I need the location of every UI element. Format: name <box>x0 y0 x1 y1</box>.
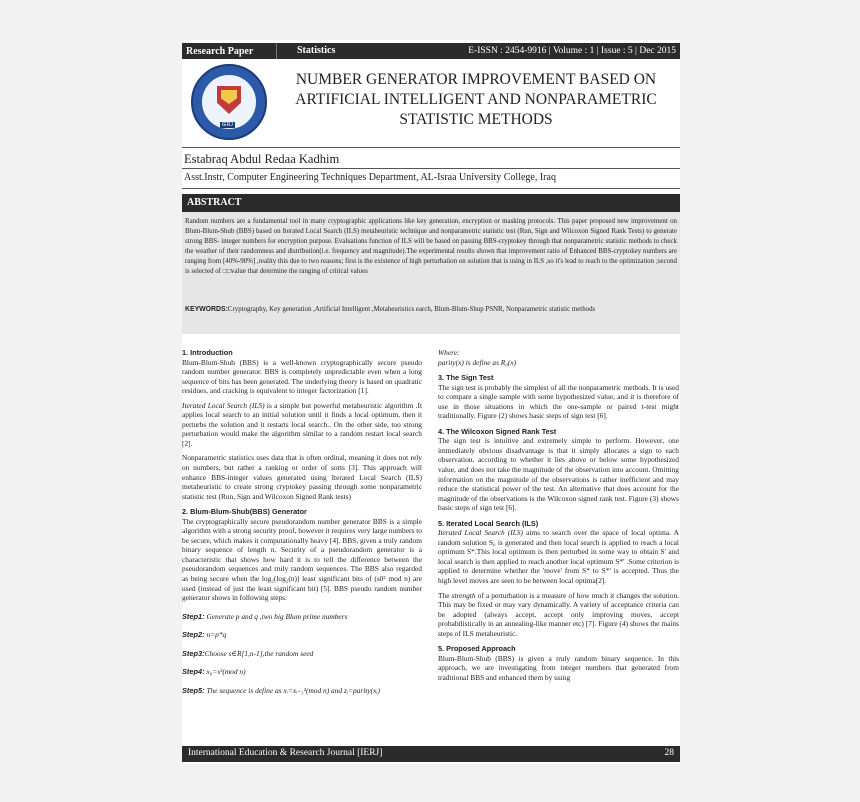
author-name: Estabraq Abdul Redaa Kadhim <box>184 152 340 166</box>
step-label: Step4: <box>182 667 205 677</box>
paper-title: NUMBER GENERATOR IMPROVEMENT BASED ON ARTIFICIAL INTELLIGENT AND NONPARAMETRIC STATISTIC METHODS <box>295 71 657 128</box>
term: Iterated Local Search (ILS) <box>438 528 523 538</box>
algorithm-step <box>182 686 422 696</box>
title-divider <box>182 147 680 148</box>
paragraph-text: of a perturbation is a measure of how much it changes the solution. This may be fixed or may vary dynamically. A variety of acceptance criteria can be adopted (always accept, accept only improving moves, accept probabilistically in an annealing-like manner etc) [7]. Figure (4) shows the mains steps of ILS metaheuristic. <box>438 590 679 638</box>
step-text: The sequence is define as xᵢ=xᵢ₋₁²(mod n) and zᵢ=parity(xᵢ) <box>204 685 381 695</box>
algorithm-step <box>182 649 422 659</box>
parity-definition: parity(x) is define as R₀(x) <box>438 357 517 367</box>
algorithm-step <box>182 667 422 677</box>
where-label: Where: <box>438 348 460 357</box>
term: strength <box>451 590 476 600</box>
abstract-text: Random numbers are a fundamental tool in many cryptographic applications like key generation, encryption or masking protocols. This paper proposed new improvement on Blum-Blum-Shub (BBS) based on Iterated Local Search (ILS) metaheuristic technique and nonparametric statistic test (Run, Sign and Wilcoxon Signed Rank Tests) to generate strong BBS- integer numbers for encryption purpose. Evaluations function of ILS will be based on passing BBS-cryptokey through that nonparametric statistic methods to check the weather of their randomness and distribution(i.e. frequency and magnitude).The experimental results shown that improvement ratio of Enhanced BBS-cryptokey numbers are ranging from [40%-90%] ,reality this due to two reasons; first is the existence of high perturbation on solution that is using in ILS ,so it's lead to reach to the optimization ;second is selected of □□value that determine the ranging of critical values <box>185 218 677 275</box>
paragraph: Blum-Blum-Shub (BBS) is a well-known cryptographically secure pseudo random number generator. BBS is completely unpredictable even when a long sequence of bits has been generated. The underlying theory is based on quadratic residues, and cracking is equivalent to integer factorization [1]. <box>182 357 422 396</box>
step-label: Step2: <box>182 630 205 640</box>
logo-text: IERJ <box>222 122 233 128</box>
paragraph-text: aims to search over the space of local optima. A random solution S₀ is generated and then local search is applied to reach a local optimum S*.This local optimum is then perturbed in some way to obtain S' and local search is then applied to reach another local optimum S*' .Some criterion is applied to determine whether the 'move' from S* to S*' is accepted. Thus the high level moves are seen to be between local optima[2]. <box>438 528 679 586</box>
section-heading: 3. The Sign Test <box>438 373 494 383</box>
step-label: Step1: <box>182 611 205 621</box>
step-text: Generate p and q ,two big Blum prime numbers <box>204 611 348 621</box>
right-column <box>438 348 679 688</box>
author-affiliation: Asst.Instr, Computer Engineering Techniques Department, AL-Israa University College, Iraq <box>184 172 556 183</box>
affiliation-divider <box>182 188 680 189</box>
paragraph: Nonparametric statistics uses data that is often ordinal, meaning it does not rely on numbers, but rather a ranking or order of sorts [3]. This approach will enhance BBS-integer values generated using Iterated Local Search (ILS) metaheuristic to create strong cryptokey passing through some nonparametric statistic test (Run, Sign and Wilcoxon Signed Rank tests) <box>182 453 422 501</box>
paragraph <box>182 401 422 449</box>
algorithm-step <box>182 630 422 640</box>
journal-name: International Education & Research Journal [IERJ] <box>188 748 383 758</box>
paragraph-text: The <box>438 590 452 600</box>
section-heading: 1. Introduction <box>182 348 233 357</box>
abstract-heading: ABSTRACT <box>187 197 242 208</box>
paragraph <box>438 528 679 585</box>
author-divider <box>182 168 680 169</box>
abstract-header <box>182 194 680 212</box>
paragraph-text: is a simple but powerful metaheuristic algorithm .It applies local search to an initial solution until it finds a local optimum, then it perturbs the solution and it restarts local search.. On the other side, too strong perturbation would make the algorithm similar to a random restart local search [2]. <box>182 400 422 448</box>
section-label: Research Paper <box>186 45 254 57</box>
section-heading: 5. Iterated Local Search (ILS) <box>438 518 539 528</box>
paragraph: Blum-Blum-Shub (BBS) is given a truly random binary sequence. In this approach, we are investigating from integer numbers that generated from traditional BBS and enhanced them by using <box>438 653 679 682</box>
issn-info: E-ISSN : 2454-9916 | Volume : 1 | Issue : 5 | Dec 2015 <box>468 46 676 56</box>
section-heading: 2. Blum-Blum-Shub(BBS) Generator <box>182 507 307 517</box>
paragraph: The sign test is intuitive and extremely simple to perform. However, one immediately obvious disadvantage is that it simply allocates a sign to each observation, according to whether it lies above or below some hypothesized value, and does not take the magnitude of the observation into account. Omitting information on the magnitude of the observations is rather inefficient and may reduce the statistical power of the test. An alternative that does account for the magnitude of the observations is the Wilcoxon signed rank test. Figure (3) shows basic steps of sign test [6]. <box>438 436 679 513</box>
step-text: n=p*q <box>204 630 227 640</box>
left-column <box>182 348 422 704</box>
paragraph <box>438 591 679 639</box>
step-text: x₀=s²(mod n) <box>204 667 246 677</box>
keywords <box>185 305 677 315</box>
journal-logo <box>191 64 267 140</box>
section-heading: 5. Proposed Approach <box>438 644 516 654</box>
keywords-text: Cryptography, Key generation ,Artificial Intelligent ,Metaheuristics earch, Blum-Blum-Shup PSNR, Nonparametric statistic methods <box>227 306 596 313</box>
footer-bar <box>182 746 680 762</box>
paragraph: The cryptographically secure pseudorandom number generator BBS is a simple algorithm with a strong security proof, however it requires very large numbers to be secure, which makes it computationally heavy [4]. BBS, given a truly random binary sequence of length n. Security of a pseudorandom generator is a characteristic that shows how hard it is to tell the difference between the pseudorandom sequences and truly random sequences. The BBS also regarded as being secure when the log₂(log₂(n)) least significant bits of (s0² mod n) are used (instead of just the least significant bit) [5]. BBS pseudo random number generator shows in following steps: <box>182 516 422 603</box>
page-number: 28 <box>664 748 674 758</box>
algorithm-step <box>182 612 422 622</box>
step-label: Step3: <box>182 648 205 658</box>
term: Iterated Local Search (ILS) <box>182 400 265 410</box>
keywords-label: KEYWORDS: <box>185 306 228 313</box>
header-bar <box>182 43 680 59</box>
step-label: Step5: <box>182 685 205 695</box>
step-text: Choose s∈R[1,n-1],the random seed <box>204 648 314 658</box>
paragraph: The sign test is probably the simplest of all the nonparametric methods. It is used to compare a single sample with some hypothesized value, and it is therefore of use in those situations in which the one-sample or paired t-test might traditionally. Figure (2) shows basic steps of sign test [6]. <box>438 382 679 421</box>
category-label: Statistics <box>276 43 437 59</box>
section-heading: 4. The Wilcoxon Signed Rank Test <box>438 426 557 436</box>
